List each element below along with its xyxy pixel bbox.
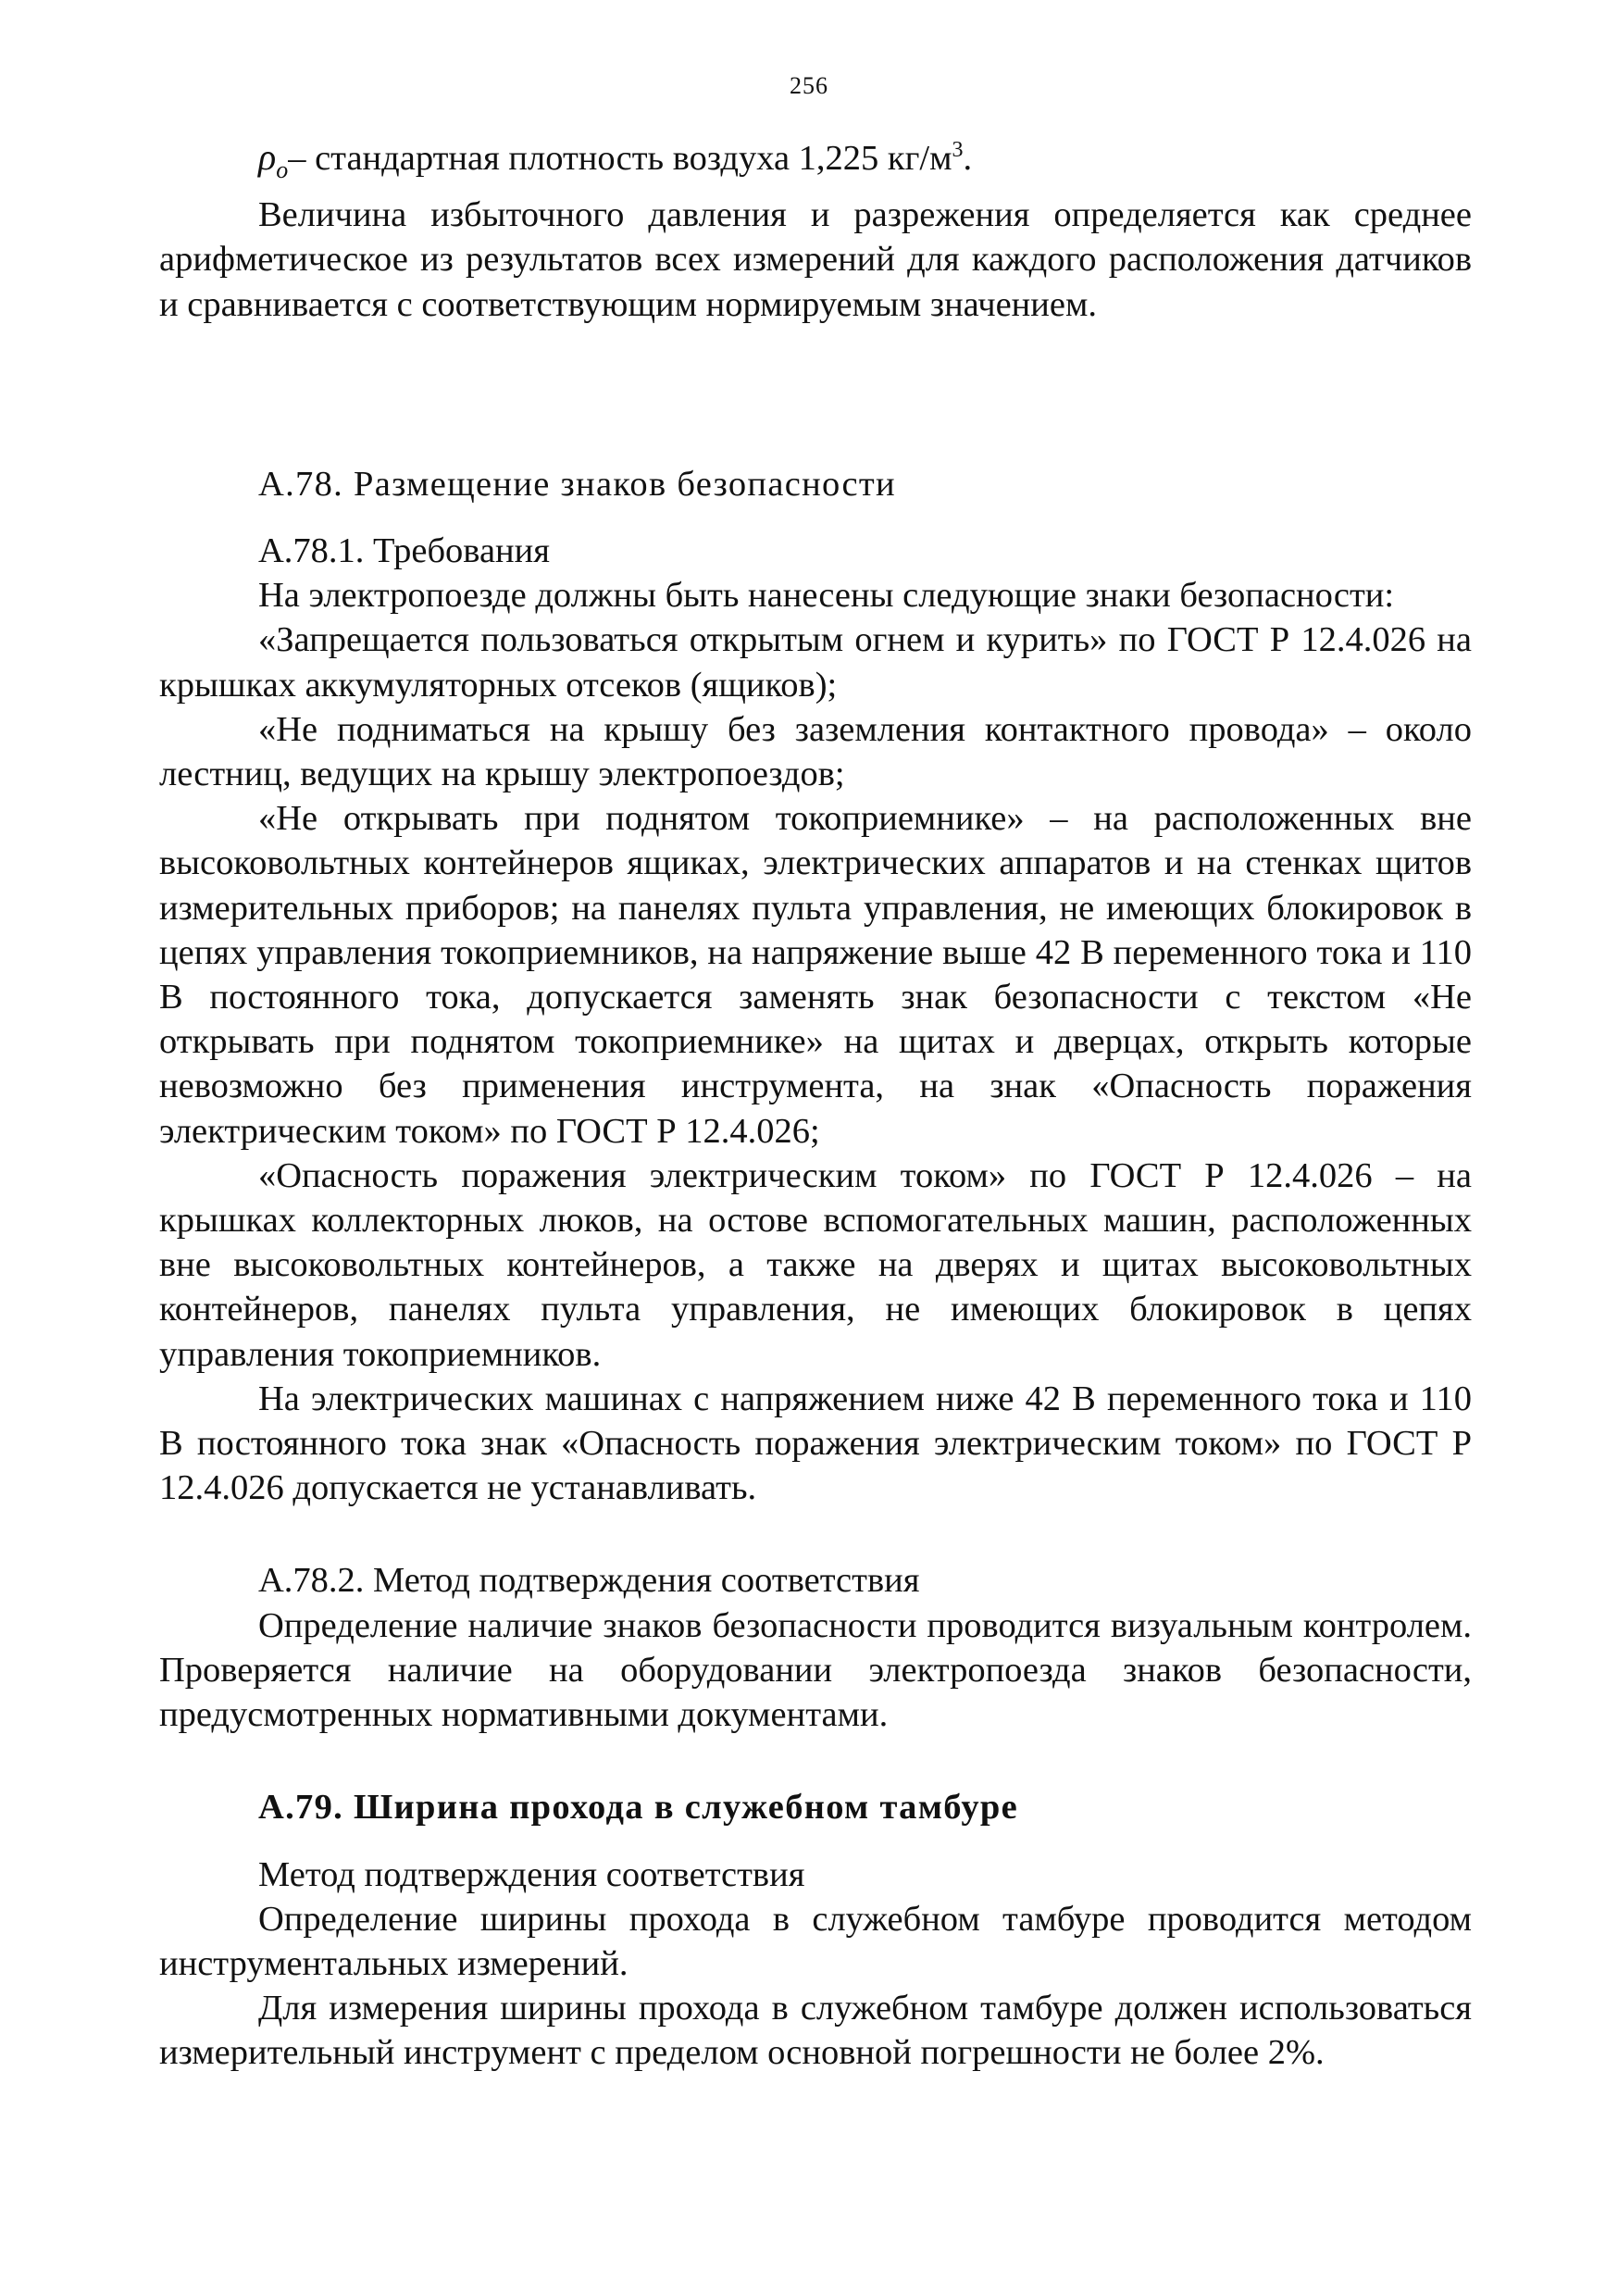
paragraph-pantograph-sign: «Не открывать при поднятом токоприемнике» – на расположенных вне высоковольтных контейнеров ящиках, электрических аппаратов и на стенках щитов измерительных приборов; на панелях пульта управления, не имеющих блокировок в цепях управления токоприемников, на напряжение выше 42 В переменного тока и 110 В постоянного тока, допускается заменять знак безопасности с текстом «Не открывать при поднятом токоприемнике» на щитах и дверцах, открыть которые невозможно без применения инструмента, на знак «Опасность поражения электрическим током» по ГОСТ Р 12.4.026;: [159, 799, 1472, 1151]
rho-definition-text: – стандартная плотность воздуха 1,225 кг/м: [288, 139, 952, 178]
paragraph-method-a78: Определение наличие знаков безопасности проводится визуальным контролем. Проверяется наличие на оборудовании электропоезда знаков безопасности, предусмотренных нормативными документами.: [159, 1605, 1472, 1735]
paragraph-shock-sign: «Опасность поражения электрическим током» по ГОСТ Р 12.4.026 – на крышках коллекторных люков, на остове вспомогательных машин, расположенных вне высоковольтных контейнеров, а также на дверях и щитах высоковольтных контейнеров, панелях пульта управления, не имеющих блокировок в цепях управления токоприемников.: [159, 1155, 1472, 1374]
section-heading-a79: А.79. Ширина прохода в служебном тамбуре: [258, 1788, 1018, 1828]
subsection-heading-a79-method: Метод подтверждения соответствия: [258, 1854, 805, 1894]
section-heading-a78: А.78. Размещение знаков безопасности: [258, 464, 896, 504]
rho-symbol: $\rho_o$: [258, 136, 289, 183]
paragraph-measuring-tool: Для измерения ширины прохода в служебном тамбуре должен использоваться измерительный инструмент с пределом основной погрешности не более 2%.: [159, 1989, 1472, 2073]
page-content: [159, 135, 1472, 2076]
page-number: 256: [790, 72, 828, 99]
paragraph-fire-sign: «Запрещается пользоваться открытым огнем и курить» по ГОСТ Р 12.4.026 на крышках аккумуляторных отсеков (ящиков);: [159, 620, 1472, 705]
paragraph-roof-sign: «Не подниматься на крышу без заземления контактного провода» – около лестниц, ведущих на крышу электропоездов;: [159, 709, 1472, 794]
paragraph-method-a79: Определение ширины прохода в служебном тамбуре проводится методом инструментальных измерений.: [159, 1899, 1472, 1983]
rho-definition-line: $\rho_o-$ стандартная плотность воздуха 1,225 $кг/м^3$.: [258, 136, 973, 183]
paragraph-low-voltage: На электрических машинах с напряжением ниже 42 В переменного тока и 110 В постоянного тока знак «Опасность поражения электрическим током» по ГОСТ Р 12.4.026 допускается не устанавливать.: [159, 1379, 1472, 1508]
subsection-heading-a78-1: А.78.1. Требования: [258, 531, 550, 571]
unit-power: 3: [952, 138, 964, 163]
subsection-heading-a78-2: А.78.2. Метод подтверждения соответствия: [258, 1561, 920, 1601]
paragraph-intro: На электропоезде должны быть нанесены следующие знаки безопасности:: [258, 576, 1395, 616]
paragraph-average: Величина избыточного давления и разрежения определяется как среднее арифметическое из результатов всех измерений для каждого расположения датчиков и сравнивается с соответствующим нормируемым значением.: [159, 195, 1472, 324]
